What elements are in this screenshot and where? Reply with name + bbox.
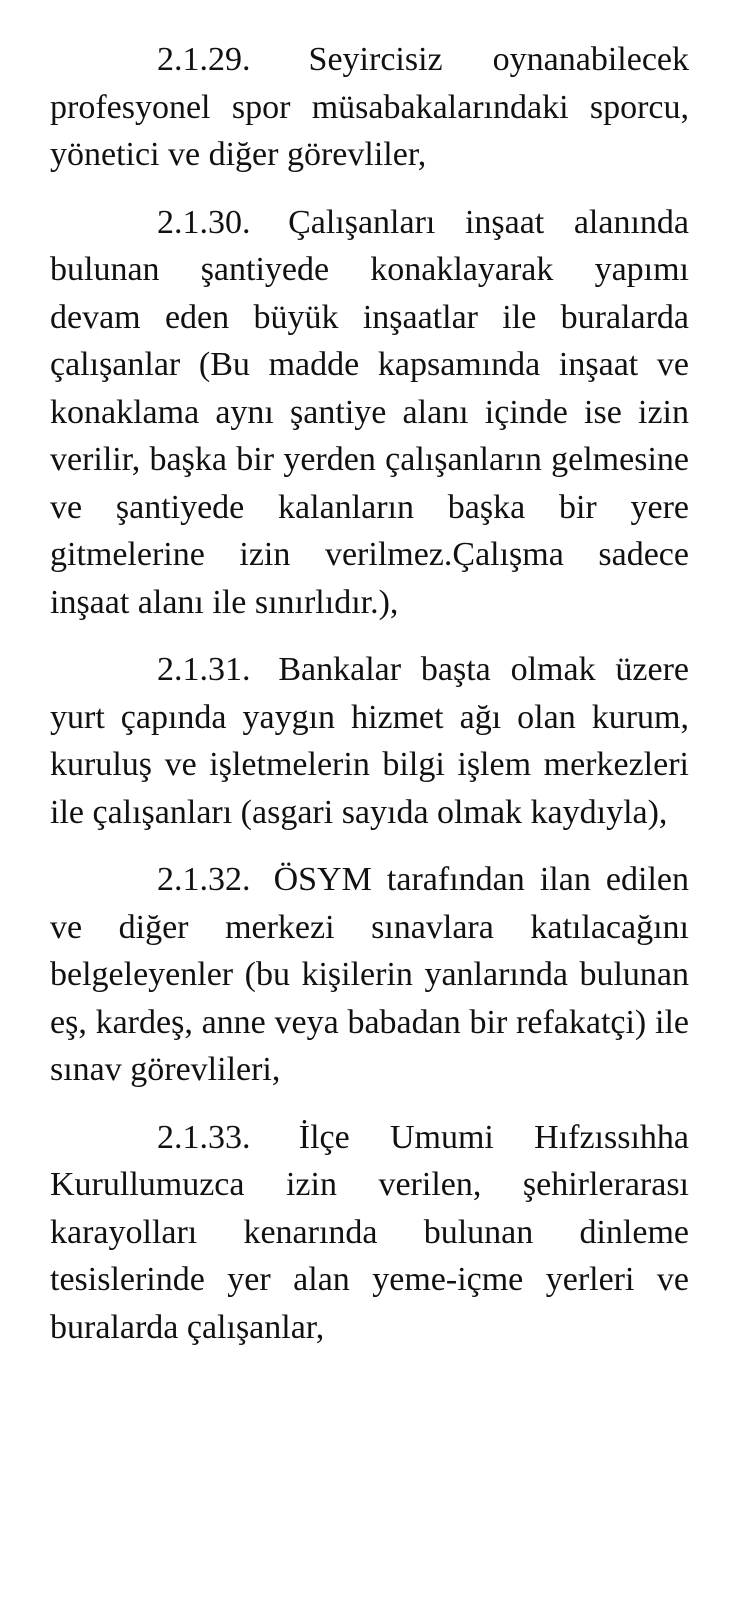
document-page: [50, 36, 689, 1371]
paragraph-2-1-31: [50, 646, 689, 836]
paragraph-2-1-29: [50, 36, 689, 179]
paragraph-text: Bankalar başta olmak üzere yurt çapında yaygın hizmet ağı olan kurum, kuruluş ve işletmelerin bilgi işlem merkezleri ile çalışanları (asgari sayıda olmak kaydıyla),: [50, 651, 690, 831]
paragraph-2-1-30: [50, 199, 689, 627]
paragraph-number: 2.1.32.: [157, 861, 251, 898]
paragraph-number: 2.1.29.: [157, 41, 251, 78]
paragraph-2-1-33: [50, 1114, 689, 1352]
paragraph-number: 2.1.30.: [157, 203, 251, 241]
paragraph-text: ÖSYM tarafından ilan edilen ve diğer merkezi sınavlara katılacağını belgeleyenler (bu kişilerin yanlarında bulunan eş, kardeş, anne veya babadan bir refakatçi) ile sınav görevlileri,: [50, 861, 689, 1088]
paragraph-text: İlçe Umumi Hıfzıssıhha Kurullumuzca izin verilen, şehirlerarası karayolları kenarında bulunan dinleme tesislerinde yer alan yeme-içme yerleri ve buralarda çalışanlar,: [50, 1118, 689, 1346]
paragraph-number: 2.1.31.: [157, 651, 251, 688]
paragraph-2-1-32: [50, 856, 689, 1094]
paragraph-text: Seyircisiz oynanabilecek profesyonel spor müsabakalarındaki sporcu, yönetici ve diğer görevliler,: [50, 41, 690, 173]
paragraph-number: 2.1.33.: [157, 1118, 251, 1156]
paragraph-text: Çalışanları inşaat alanında bulunan şantiyede konaklayarak yapımı devam eden büyük inşaatlar ile buralarda çalışanlar (Bu madde kapsamında inşaat ve konaklama aynı şantiye alanı içinde ise izin verilir, başka bir yerden çalışanların gelmesine ve şantiyede kalanların başka bir yere gitmelerine izin verilmez.Çalışma sadece inşaat alanı ile sınırlıdır.),: [50, 203, 689, 621]
